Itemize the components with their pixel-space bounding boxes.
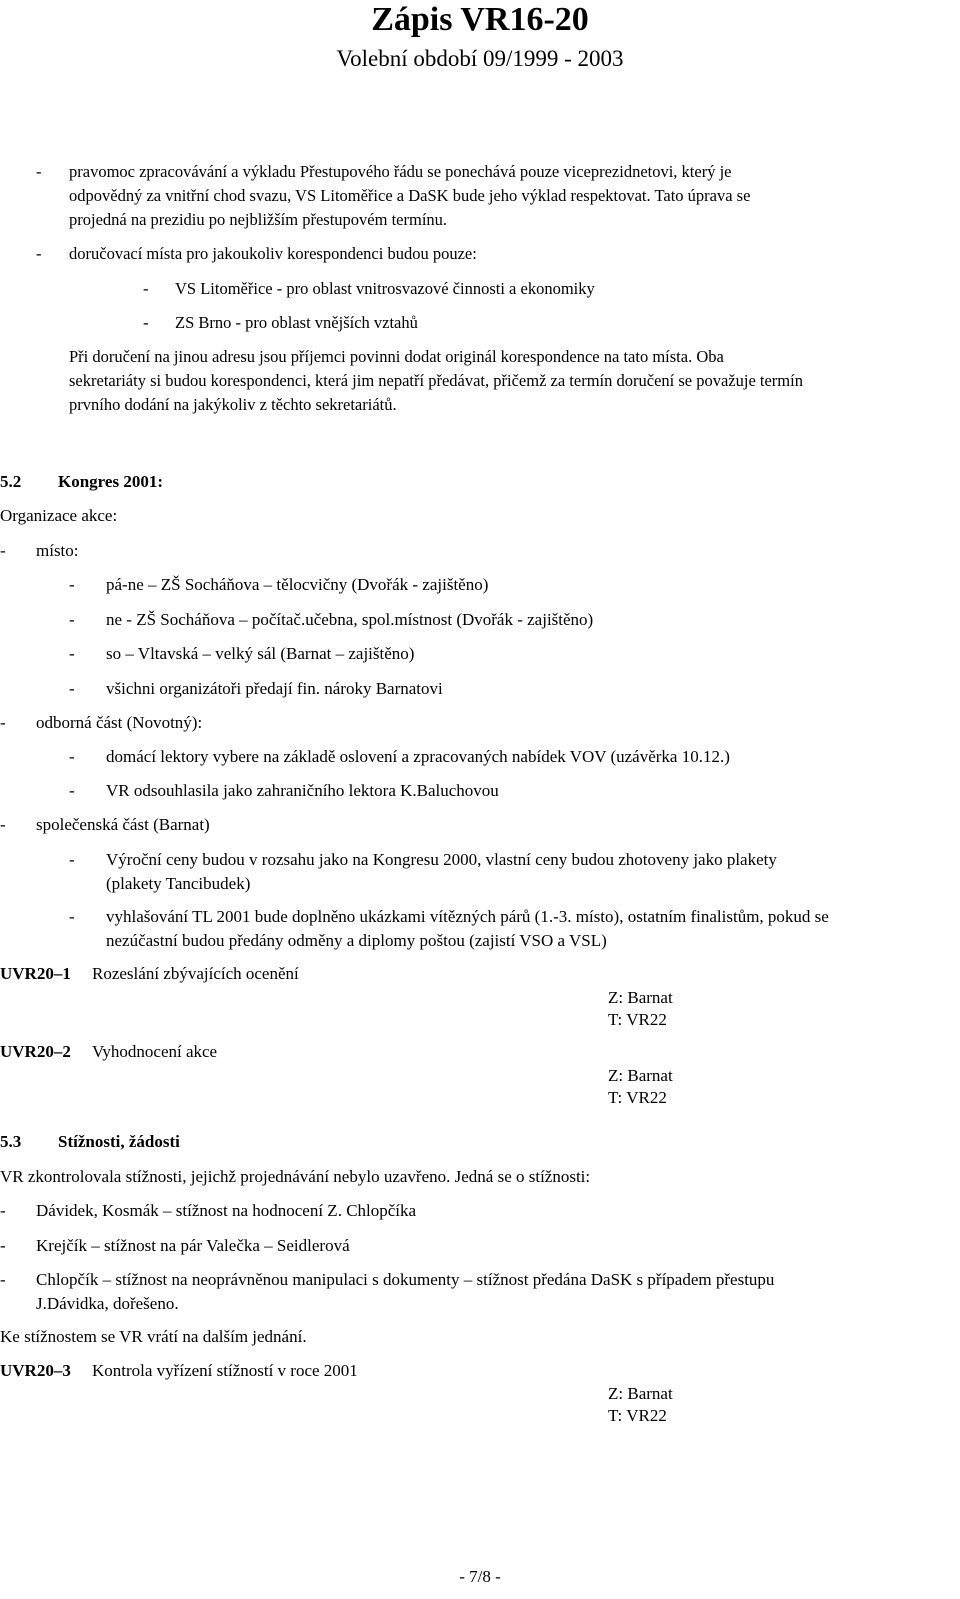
page-number: - 7/8 - — [459, 1567, 501, 1586]
resolution-code: UVR20–3 — [0, 1361, 71, 1380]
bullet-dash: - — [69, 850, 75, 869]
paragraph-line: Ke stížnostem se VR vrátí na dalším jednání. — [0, 1327, 307, 1346]
list-item-text: doručovací místa pro jakoukoliv korespondenci budou pouze: — [69, 244, 477, 263]
resolution-responsible: Z: Barnat — [608, 988, 673, 1007]
bullet-dash: - — [0, 1270, 6, 1289]
sub-list-item: Výroční ceny budou v rozsahu jako na Kongresu 2000, vlastní ceny budou zhotoveny jako plakety — [106, 850, 777, 869]
section-number: 5.2 — [0, 472, 22, 491]
sub-list-item: ZS Brno - pro oblast vnějších vztahů — [175, 313, 418, 332]
bullet-dash: - — [69, 747, 75, 766]
section-number: 5.3 — [0, 1132, 22, 1151]
paragraph-line: Při doručení na jinou adresu jsou příjemci povinni dodat originál korespondence na tato místa. Oba — [69, 347, 724, 366]
resolution-code: UVR20–1 — [0, 964, 71, 983]
sub-list-item: nezúčastní budou předány odměny a diplomy poštou (zajistí VSO a VSL) — [106, 931, 607, 950]
resolution-responsible: Z: Barnat — [608, 1066, 673, 1085]
bullet-dash: - — [69, 644, 75, 663]
bullet-dash: - — [69, 679, 75, 698]
bullet-dash: - — [143, 313, 149, 332]
sub-list-item: domácí lektory vybere na základě oslovení a zpracovaných nabídek VOV (uzávěrka 10.12.) — [106, 747, 730, 766]
resolution-text: Vyhodnocení akce — [92, 1042, 218, 1061]
resolution-code: UVR20–2 — [0, 1042, 71, 1061]
paragraph-line: sekretariáty si budou korespondenci, která jim nepatří předávat, přičemž za termín doručení se považuje termín — [69, 371, 803, 390]
resolution-text: Rozeslání zbývajících ocenění — [92, 964, 299, 983]
paragraph-line: odpovědný za vnitřní chod svazu, VS Litoměřice a DaSK bude jeho výklad respektovat. Tato úprava se — [69, 186, 751, 205]
resolution-text: Kontrola vyřízení stížností v roce 2001 — [92, 1361, 358, 1380]
list-item-text: společenská část (Barnat) — [36, 815, 210, 834]
paragraph-line: pravomoc zpracovávání a výkladu Přestupového řádu se ponechává pouze viceprezidnetovi, který je — [69, 162, 732, 181]
sub-list-item: všichni organizátoři předají fin. nároky Barnatovi — [106, 679, 443, 698]
paragraph-line: VR zkontrolovala stížnosti, jejichž projednávání nebylo uzavřeno. Jedná se o stížnosti: — [0, 1167, 591, 1186]
paragraph-line: projedná na prezidiu po nejbližším přestupovém termínu. — [69, 210, 448, 229]
list-item-text: J.Dávidka, dořešeno. — [36, 1294, 179, 1313]
bullet-dash: - — [0, 1201, 6, 1220]
resolution-deadline: T: VR22 — [608, 1010, 667, 1029]
sub-list-item: VS Litoměřice - pro oblast vnitrosvazové činnosti a ekonomiky — [175, 279, 595, 298]
bullet-dash: - — [69, 610, 75, 629]
section-heading: Stížnosti, žádosti — [58, 1132, 180, 1151]
bullet-dash: - — [0, 815, 6, 834]
bullet-dash: - — [69, 907, 75, 926]
bullet-dash: - — [36, 162, 42, 181]
bullet-dash: - — [0, 541, 6, 560]
bullet-dash: - — [69, 575, 75, 594]
sub-list-item: pá-ne – ZŠ Socháňova – tělocvičny (Dvořák - zajištěno) — [106, 575, 489, 594]
sub-list-item: VR odsouhlasila jako zahraničního lektora K.Baluchovou — [106, 781, 499, 800]
document-subtitle: Volební období 09/1999 - 2003 — [336, 46, 624, 71]
bullet-dash: - — [0, 713, 6, 732]
list-item-text: místo: — [36, 541, 79, 560]
resolution-responsible: Z: Barnat — [608, 1384, 673, 1403]
bullet-dash: - — [143, 279, 149, 298]
paragraph-line: Organizace akce: — [0, 506, 118, 525]
resolution-deadline: T: VR22 — [608, 1406, 667, 1425]
bullet-dash: - — [69, 781, 75, 800]
resolution-deadline: T: VR22 — [608, 1088, 667, 1107]
list-item-text: Chlopčík – stížnost na neoprávněnou manipulaci s dokumenty – stížnost předána DaSK s případem přestupu — [36, 1270, 775, 1289]
section-heading: Kongres 2001: — [58, 472, 163, 491]
sub-list-item: vyhlašování TL 2001 bude doplněno ukázkami vítězných párů (1.-3. místo), ostatním finalistům, pokud se — [106, 907, 829, 926]
sub-list-item: ne - ZŠ Socháňova – počítač.učebna, spol.místnost (Dvořák - zajištěno) — [106, 610, 594, 629]
paragraph-line: prvního dodání na jakýkoliv z těchto sekretariátů. — [69, 395, 397, 414]
sub-list-item: (plakety Tancibudek) — [106, 874, 251, 893]
sub-list-item: so – Vltavská – velký sál (Barnat – zajištěno) — [106, 644, 415, 663]
list-item-text: odborná část (Novotný): — [36, 713, 203, 732]
list-item-text: Krejčík – stížnost na pár Valečka – Seidlerová — [36, 1236, 350, 1255]
bullet-dash: - — [36, 244, 42, 263]
list-item-text: Dávidek, Kosmák – stížnost na hodnocení Z. Chlopčíka — [36, 1201, 417, 1220]
document-title: Zápis VR16-20 — [371, 1, 589, 38]
bullet-dash: - — [0, 1236, 6, 1255]
